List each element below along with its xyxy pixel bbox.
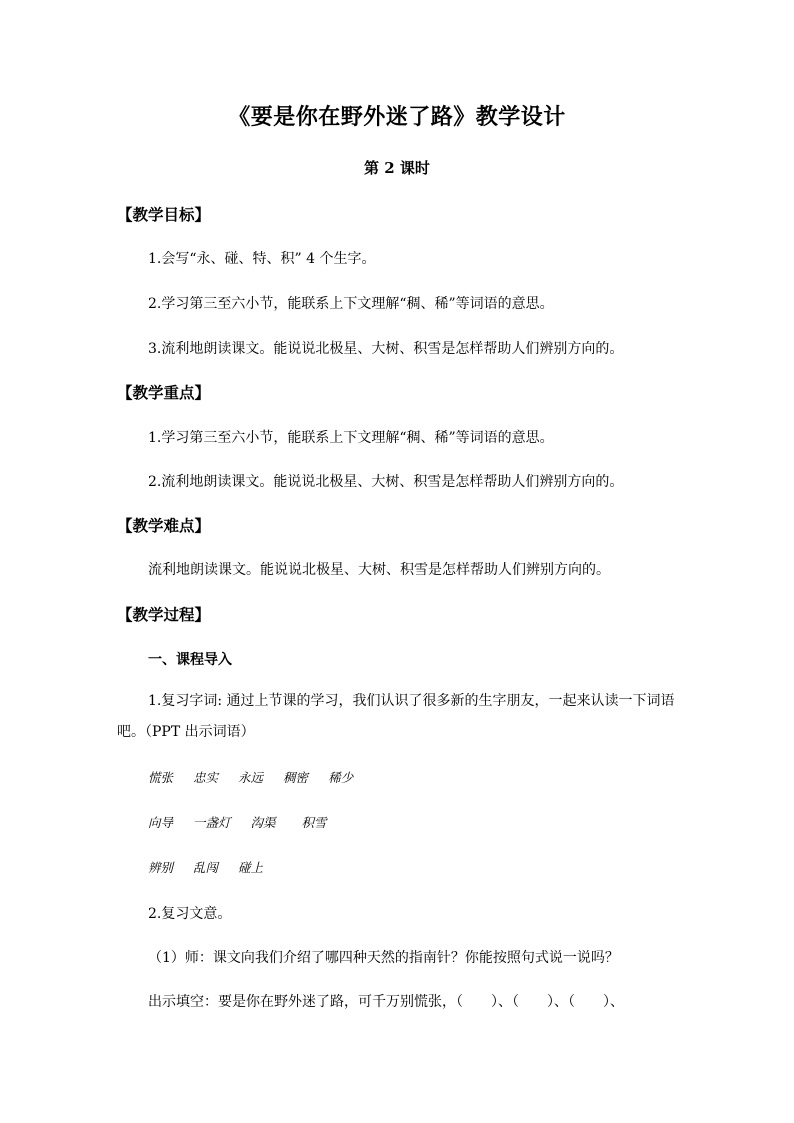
- key-point-item-2: 2.流利地朗读课文。能说说北极星、大树、积雪是怎样帮助人们辨别方向的。: [148, 474, 624, 490]
- vocab-word: 一盏灯: [193, 815, 231, 830]
- step2-question-1: （1）师：课文向我们介绍了哪四种天然的指南针？你能按照句式说一说吗？: [148, 950, 619, 966]
- objectives-heading: 【教学目标】: [117, 205, 211, 224]
- difficulties-heading: 【教学难点】: [117, 516, 211, 535]
- vocab-word: 向导: [148, 815, 174, 830]
- vocab-word: 忠实: [193, 770, 219, 785]
- vocab-word: 乱闯: [193, 860, 219, 875]
- step2-text: 2.复习文意。: [148, 906, 232, 922]
- vocab-word: 辨别: [148, 860, 174, 875]
- key-points-heading: 【教学重点】: [117, 383, 211, 402]
- vocab-row-2: [148, 813, 347, 831]
- vocab-word: 稀少: [328, 770, 354, 785]
- vocab-word: 永远: [238, 770, 264, 785]
- fill-in-blank-prompt: 出示填空：要是你在野外迷了路，可千万别慌张，（ ）、（ ）、（ ）、: [148, 994, 624, 1010]
- vocab-word: 慌张: [148, 770, 174, 785]
- difficulties-text: 流利地朗读课文。能说说北极星、大树、积雪是怎样帮助人们辨别方向的。: [148, 562, 610, 578]
- lesson-subtitle: 第 2 课时: [364, 159, 430, 177]
- page-title: 《要是你在野外迷了路》教学设计: [228, 104, 566, 130]
- step1-paragraph: 1.复习字词: 通过上节课的学习，我们认识了很多新的生字朋友，一起来认读一下词语吧。（PPT 出示词语）: [117, 693, 675, 740]
- vocab-word: 稠密: [283, 770, 309, 785]
- key-point-item-1: 1.学习第三至六小节，能联系上下文理解“稠、稀”等词语的意思。: [148, 430, 554, 446]
- objective-item-2: 2.学习第三至六小节，能联系上下文理解“稠、稀”等词语的意思。: [148, 296, 554, 312]
- vocab-word: 碰上: [238, 860, 264, 875]
- objective-item-3: 3.流利地朗读课文。能说说北极星、大树、积雪是怎样帮助人们辨别方向的。: [148, 341, 624, 357]
- part1-heading: 一、课程导入: [148, 652, 232, 668]
- vocab-word: 沟渠: [250, 815, 276, 830]
- vocab-row-3: [148, 858, 283, 876]
- objective-item-1: 1.会写“永、碰、特、积” 4 个生字。: [148, 251, 376, 267]
- process-heading: 【教学过程】: [117, 605, 211, 624]
- vocab-word: 积雪: [301, 815, 327, 830]
- vocab-row-1: [148, 768, 373, 786]
